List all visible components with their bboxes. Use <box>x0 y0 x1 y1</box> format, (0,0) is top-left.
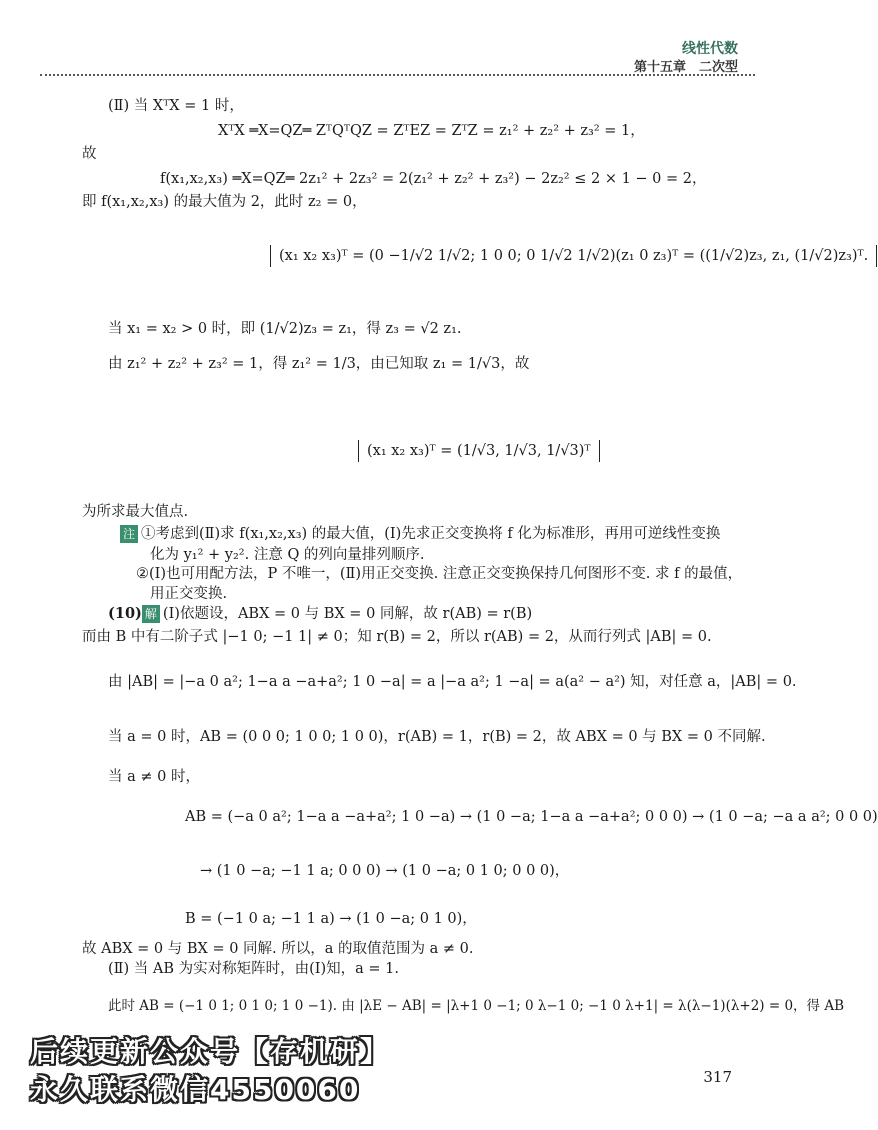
text-line: (Ⅱ) 当 XᵀX = 1 时， <box>108 98 244 114</box>
matrix-expression: (x₁ x₂ x₃)ᵀ = (0 −1/√2 1/√2; 1 0 0; 0 1/√2 1/√2)(z₁ 0 z₃)ᵀ = ((1/√2)z₃, z₁, (1/√2)z₃)ᵀ. <box>270 245 877 267</box>
text-line: 此时 AB = (−1 0 1; 0 1 0; 1 0 −1). 由 |λE − AB| = |λ+1 0 −1; 0 λ−1 0; −1 0 λ+1| = λ(λ−1)(λ+2) = 0，得 AB <box>108 998 845 1014</box>
matrix-equation <box>358 440 600 462</box>
chapter-title: 第十五章 二次型 <box>633 60 738 75</box>
text-line: 即 f(x₁,x₂,x₃) 的最大值为 2，此时 z₂ = 0， <box>82 194 367 210</box>
text-line: (Ⅱ) 当 AB 为实对称矩阵时，由(Ⅰ)知，a = 1. <box>108 961 400 977</box>
text-line: 当 a ≠ 0 时， <box>108 769 200 785</box>
book-title: 线性代数 <box>682 41 738 57</box>
text-line: 由 |AB| = |−a 0 a²; 1−a a −a+a²; 1 0 −a| = a |−a a²; 1 −a| = a(a² − a²) 知，对任意 a，|AB| = 0. <box>108 674 797 690</box>
text-line: → (1 0 −a; −1 1 a; 0 0 0) → (1 0 −a; 0 1 0; 0 0 0)， <box>200 863 570 879</box>
text-line: AB = (−a 0 a²; 1−a a −a+a²; 1 0 −a) → (1 0 −a; 1−a a −a+a²; 0 0 0) → (1 0 −a; −a a a²; 0 0 0) <box>185 809 878 825</box>
text-line: B = (−1 0 a; −1 1 a) → (1 0 −a; 0 1 0)， <box>185 911 477 927</box>
page-number: 317 <box>703 1068 732 1086</box>
text-line: 用正交变换. <box>150 586 228 602</box>
matrix-equation <box>270 245 877 267</box>
problem-number: (10) <box>108 605 142 622</box>
solution-heading <box>108 605 532 623</box>
text-line: 为所求最大值点. <box>82 504 189 520</box>
watermark-line-2: 永久联系微信4550060 <box>30 1073 361 1106</box>
solve-badge: 解 <box>142 605 160 623</box>
text-line: 化为 y₁² + y₂². 注意 Q 的列向量排列顺序. <box>150 547 425 563</box>
text-line: 由 z₁² + z₂² + z₃² = 1，得 z₁² = 1/3，由已知取 z₁ = 1/√3，故 <box>108 356 530 372</box>
watermark-line-1: 后续更新公众号【存机研】 <box>30 1035 391 1068</box>
text-line: 当 a = 0 时，AB = (0 0 0; 1 0 0; 1 0 0)，r(AB) = 1，r(B) = 2，故 ABX = 0 与 BX = 0 不同解. <box>108 729 766 745</box>
text-line: f(x₁,x₂,x₃) ═X=QZ═ 2z₁² + 2z₃² = 2(z₁² + z₂² + z₃²) − 2z₂² ≤ 2 × 1 − 0 = 2， <box>160 171 707 187</box>
text-line: ②(Ⅰ)也可用配方法，P 不唯一，(Ⅱ)用正交变换. 注意正交变换保持几何图形不变. 求 f 的最值， <box>136 566 743 582</box>
note-text: ①考虑到(Ⅱ)求 f(x₁,x₂,x₃) 的最大值，(Ⅰ)先求正交变换将 f 化为标准形，再用可逆线性变换 <box>141 526 721 542</box>
solution-text: (Ⅰ)依题设，ABX = 0 与 BX = 0 同解，故 r(AB) = r(B) <box>162 606 533 622</box>
matrix-expression: (x₁ x₂ x₃)ᵀ = (1/√3, 1/√3, 1/√3)ᵀ <box>358 440 600 462</box>
note-badge: 注 <box>120 525 138 543</box>
note-line <box>120 525 720 543</box>
text-line: XᵀX ═X=QZ═ ZᵀQᵀQZ = ZᵀEZ = ZᵀZ = z₁² + z₂² + z₃² = 1， <box>218 123 645 139</box>
header-divider <box>40 74 755 76</box>
text-line: 而由 B 中有二阶子式 |−1 0; −1 1| ≠ 0；知 r(B) = 2，所以 r(AB) = 2，从而行列式 |AB| = 0. <box>82 629 712 645</box>
text-line: 故 <box>82 146 97 162</box>
text-line: 故 ABX = 0 与 BX = 0 同解. 所以，a 的取值范围为 a ≠ 0. <box>82 941 474 957</box>
text-line: 当 x₁ = x₂ > 0 时，即 (1/√2)z₃ = z₁，得 z₃ = √2 z₁. <box>108 321 462 337</box>
